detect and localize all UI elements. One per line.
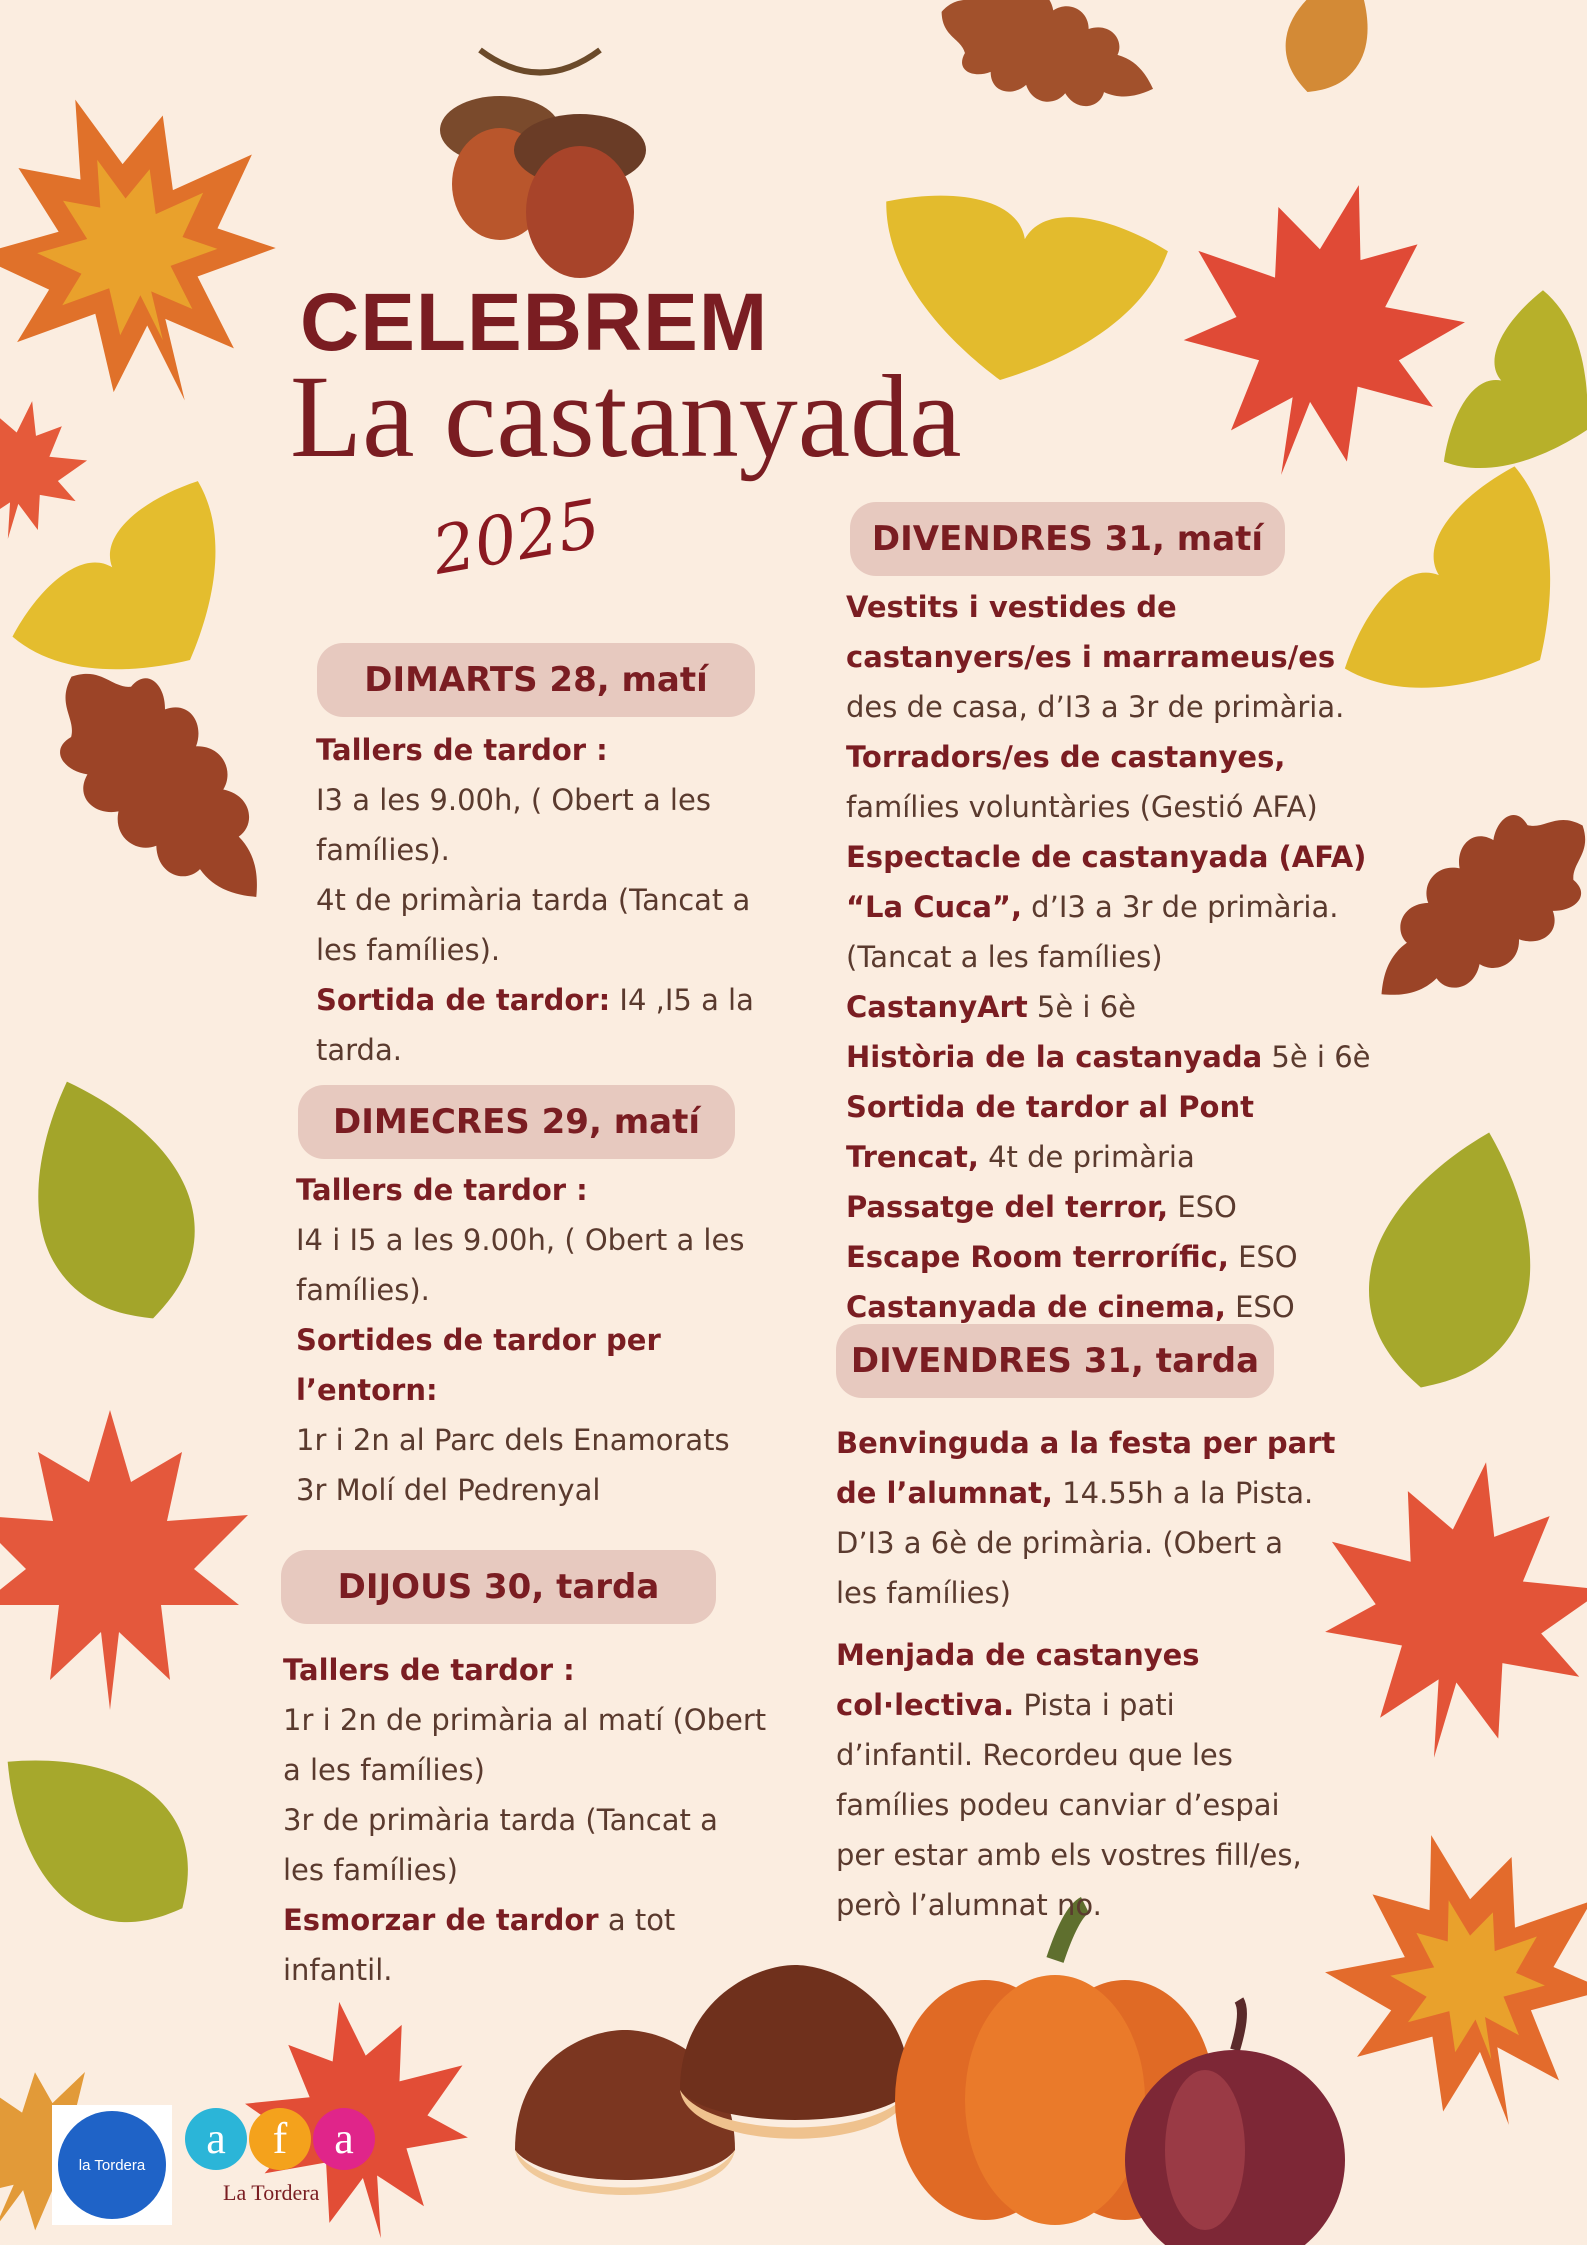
schedule-line: de l’alumnat, 14.55h a la Pista. (836, 1476, 1314, 1510)
day-heading-divendres-mati: DIVENDRES 31, matí (850, 502, 1285, 576)
schedule-line: 3r de primària tarda (Tancat a (283, 1803, 718, 1837)
schedule-line: I4 i I5 a les 9.00h, ( Obert a les (296, 1223, 745, 1257)
schedule-line: però l’alumnat no. (836, 1888, 1102, 1922)
schedule-dimecres (296, 1165, 744, 1515)
title-castanyada: La castanyada (290, 351, 962, 482)
schedule-line: Tallers de tardor : (296, 1173, 588, 1207)
schedule-line: Benvinguda a la festa per part (836, 1426, 1336, 1460)
schedule-line: Espectacle de castanyada (AFA) (846, 840, 1367, 874)
schedule-divendres-tarda (836, 1418, 1335, 1930)
schedule-line: tarda. (316, 1033, 402, 1067)
schedule-line: famílies podeu canviar d’espai (836, 1788, 1280, 1822)
schedule-line: Torradors/es de castanyes, (846, 740, 1286, 774)
schedule-line: Castanyada de cinema, ESO (846, 1290, 1295, 1324)
day-heading-dimecres: DIMECRES 29, matí (298, 1085, 735, 1159)
schedule-line: Passatge del terror, ESO (846, 1190, 1237, 1224)
schedule-line: l’entorn: (296, 1373, 438, 1407)
day-heading-divendres-tarda: DIVENDRES 31, tarda (836, 1324, 1274, 1398)
day-heading-dimarts: DIMARTS 28, matí (317, 643, 755, 717)
schedule-line: d’infantil. Recordeu que les (836, 1738, 1233, 1772)
schedule-line: (Tancat a les famílies) (846, 940, 1163, 974)
year-label: 2025 (426, 484, 606, 590)
schedule-line: a les famílies) (283, 1753, 485, 1787)
schedule-line: Trencat, 4t de primària (846, 1140, 1195, 1174)
schedule-line: D’I3 a 6è de primària. (Obert a (836, 1526, 1284, 1560)
schedule-line: Sortida de tardor al Pont (846, 1090, 1254, 1124)
schedule-line: 1r i 2n de primària al matí (Obert (283, 1703, 767, 1737)
schedule-line: Vestits i vestides de (846, 590, 1177, 624)
schedule-line: les famílies) (836, 1576, 1011, 1610)
schedule-line: Tallers de tardor : (283, 1653, 575, 1687)
schedule-line: I3 a les 9.00h, ( Obert a les (316, 783, 711, 817)
schedule-line: col·lectiva. Pista i pati (836, 1688, 1175, 1722)
afa-logo-subtitle: La Tordera (223, 2180, 320, 2205)
schedule-line: Història de la castanyada 5è i 6è (846, 1040, 1371, 1074)
afa-logo (185, 2108, 385, 2228)
schedule-line: famílies). (316, 833, 450, 867)
schedule-line: 4t de primària tarda (Tancat a (316, 883, 751, 917)
schedule-line: les famílies). (316, 933, 501, 967)
schedule-line: Esmorzar de tardor a tot (283, 1903, 676, 1937)
schedule-line: Sortida de tardor: I4 ,I5 a la (316, 983, 754, 1017)
afa-letter-a1: a (185, 2108, 247, 2170)
schedule-line: les famílies) (283, 1853, 458, 1887)
schedule-line: Sortides de tardor per (296, 1323, 661, 1357)
schedule-line: Escape Room terrorífic, ESO (846, 1240, 1298, 1274)
schedule-line: 1r i 2n al Parc dels Enamorats (296, 1423, 730, 1457)
schedule-line: castanyers/es i marrameus/es (846, 640, 1336, 674)
schedule-line: “La Cuca”, d’I3 a 3r de primària. (846, 890, 1339, 924)
school-logo (52, 2105, 172, 2225)
schedule-line: per estar amb els vostres fill/es, (836, 1838, 1302, 1872)
schedule-line: infantil. (283, 1953, 393, 1987)
day-heading-dijous: DIJOUS 30, tarda (281, 1550, 716, 1624)
schedule-line: Tallers de tardor : (316, 733, 608, 767)
afa-letter-f: f (249, 2108, 311, 2170)
schedule-line: famílies voluntàries (Gestió AFA) (846, 790, 1318, 824)
afa-letter-a2: a (313, 2108, 375, 2170)
schedule-line: des de casa, d’I3 a 3r de primària. (846, 690, 1345, 724)
schedule-line: CastanyArt 5è i 6è (846, 990, 1136, 1024)
schedule-dimarts (316, 725, 754, 1075)
schedule-line: famílies). (296, 1273, 430, 1307)
school-logo-label: la Tordera (58, 2111, 166, 2219)
schedule-divendres-mati (846, 582, 1371, 1332)
schedule-line: Menjada de castanyes (836, 1638, 1200, 1672)
schedule-dijous (283, 1645, 766, 1995)
title-celebrem: CELEBREM (300, 277, 769, 368)
schedule-line: 3r Molí del Pedrenyal (296, 1473, 601, 1507)
